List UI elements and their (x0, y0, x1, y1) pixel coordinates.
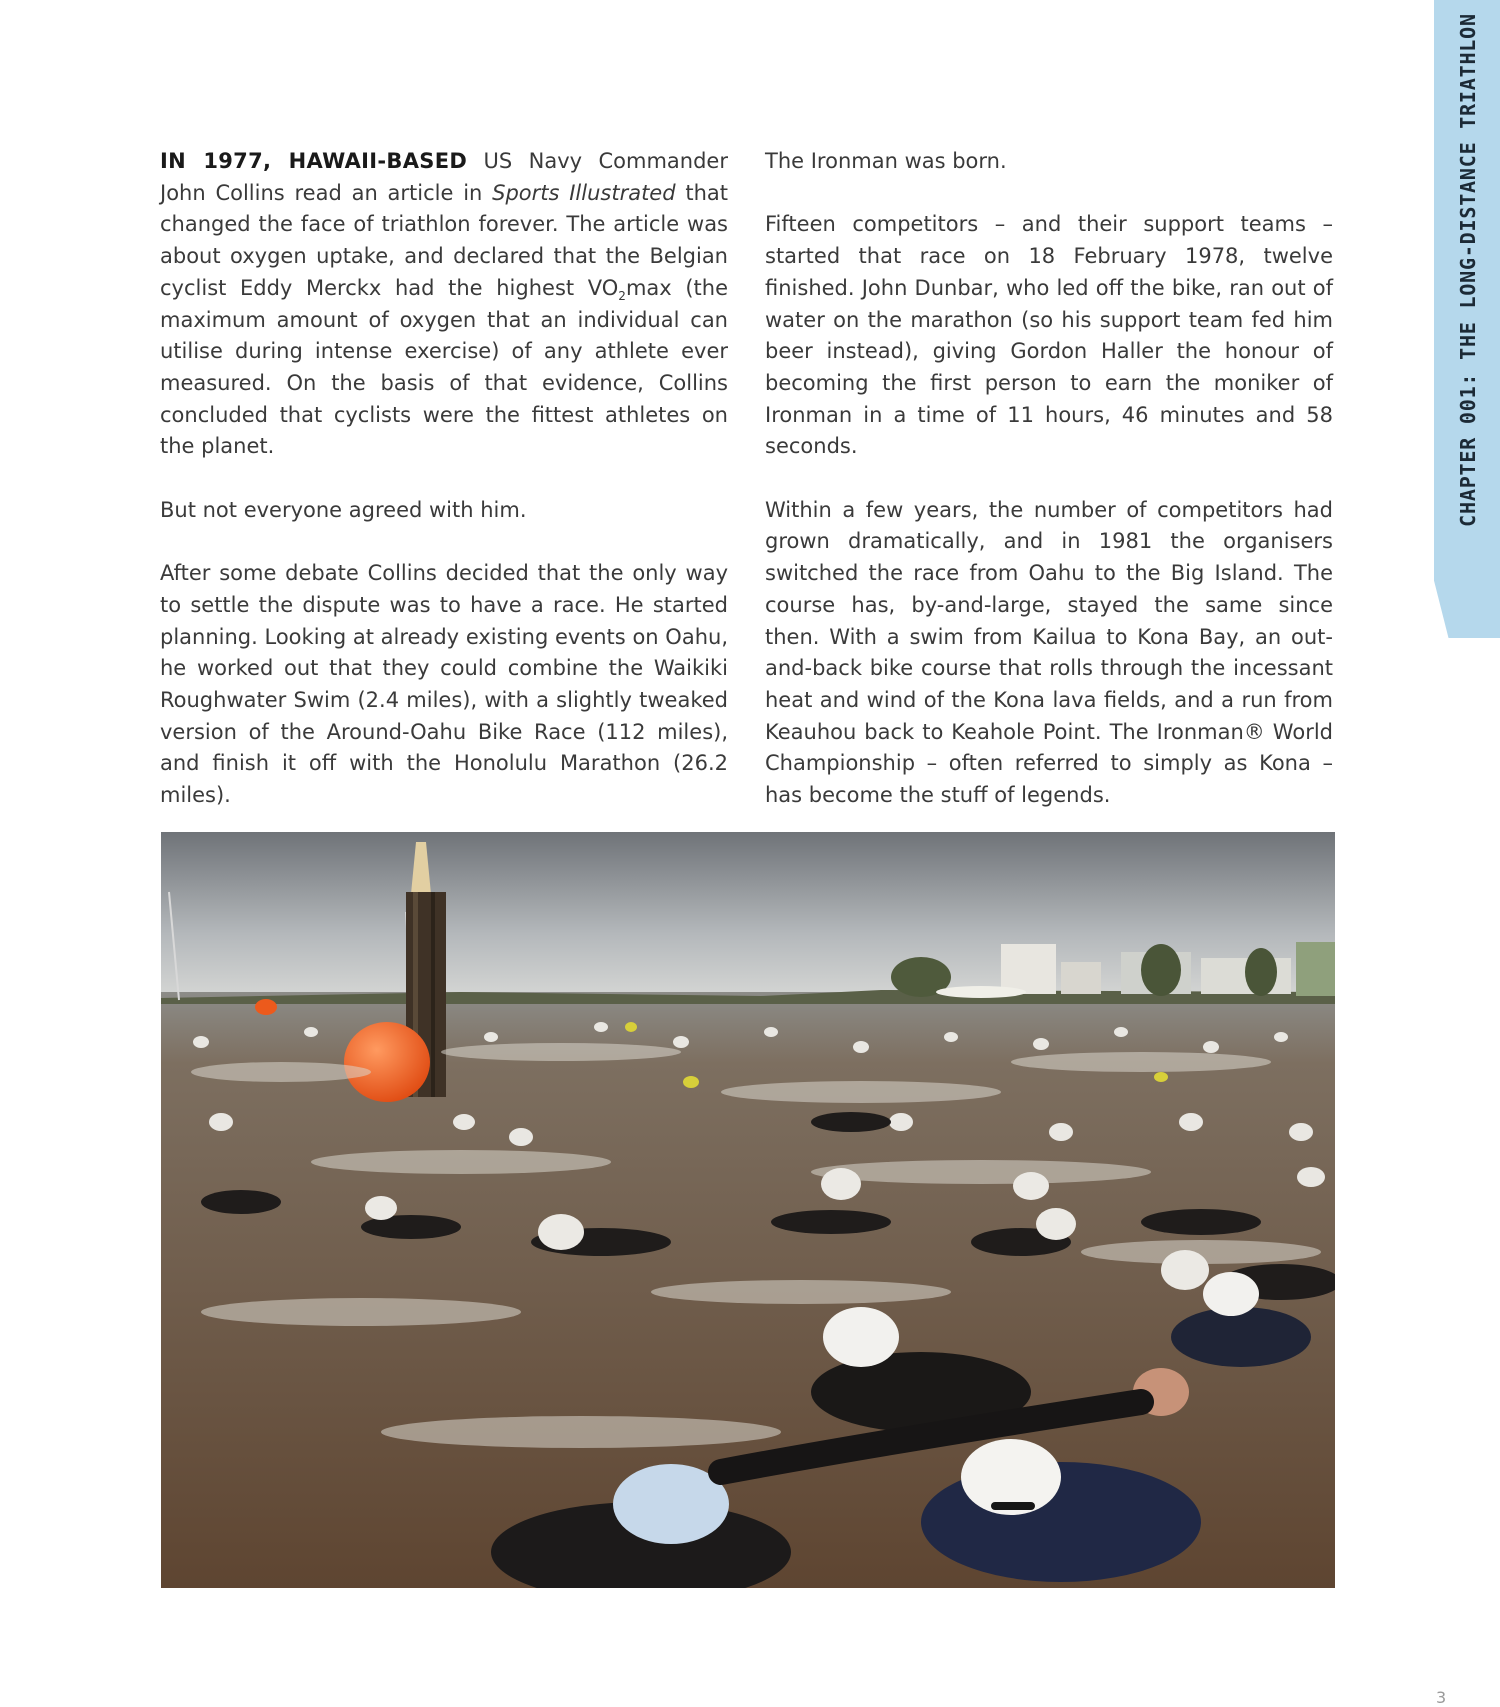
paragraph: After some debate Collins decided that the only way to settle the dispute was to have a race. He started planning. Looking at already existing events on Oahu, he worked out that they could combine the Waikiki Roughwater Swim (2.4 miles), with a slightly tweaked version of the Around-Oahu Bike Race (112 miles), and finish it off with the Honolulu Marathon (26.2 miles). (160, 561, 728, 808)
paragraph: Within a few years, the number of competitors had grown dramatically, and in 1981 the organisers switched the race from Oahu to the Big Island. The course has, by-and-large, stayed the same since then. With a swim from Kailua to Kona Bay, an out-and-back bike course that rolls through the incessant heat and wind of the Kona lava fields, and a run from Keauhou back to Keahole Point. The Ironman® World Championship – often referred to simply as Kona – has become the stuff of legends. (765, 497, 1333, 808)
chapter-label: CHAPTER 001: THE LONG-DISTANCE TRIATHLON (1456, 13, 1480, 527)
paragraph: The Ironman was born. (765, 149, 1007, 173)
text-column-left (160, 146, 728, 843)
paragraph: Fifteen competitors – and their support teams – started that race on 18 February 1978, twelve finished. John Dunbar, who led off the bike, ran out of water on the marathon (so his support team fed him beer instead), giving Gordon Haller the honour of becoming the first person to earn the moniker of Ironman in a time of 11 hours, 46 minutes and 58 seconds. (765, 212, 1333, 459)
intro-paragraph: IN 1977, HAWAII-BASED US Navy Commander John Collins read an article in Sports Illustrated that changed the face of triathlon forever. The article was about oxygen uptake, and declared that the Belgian cyclist Eddy Merckx had the highest $VO_2\max$ (the maximum amount of oxygen that an individual can utilise during intense exercise) of any athlete ever measured. On the basis of that evidence, Collins concluded that cyclists were the fittest athletes on the planet. (160, 149, 728, 459)
magazine-title: Sports Illustrated (492, 180, 676, 205)
text-column-right (765, 146, 1333, 843)
lead-in: IN 1977, HAWAII-BASED (160, 149, 468, 173)
paragraph: But not everyone agreed with him. (160, 497, 527, 522)
swim-start-photo (161, 832, 1335, 1588)
page-number: 3 (1436, 1688, 1447, 1707)
photo-illustration (161, 832, 1335, 1588)
